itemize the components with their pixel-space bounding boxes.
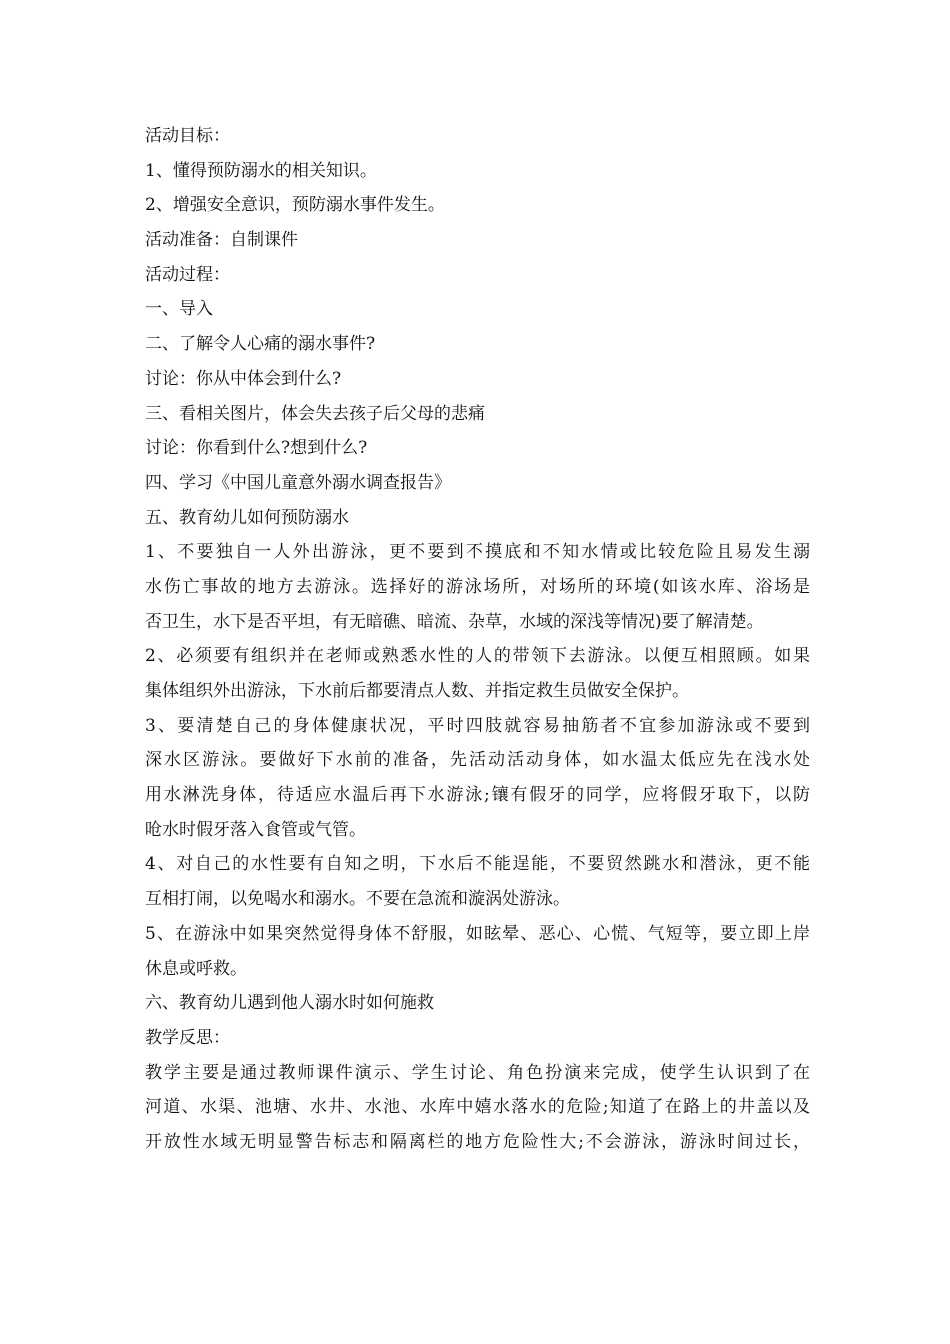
heading-activity-goals: 活动目标： (145, 126, 230, 146)
document-body (145, 119, 810, 1160)
goal-item-2: 2、增强安全意识，预防溺水事件发生。 (145, 195, 445, 216)
prevention-item-5 (145, 917, 810, 986)
discussion-2: 讨论：你看到什么?想到什么? (145, 438, 368, 459)
prevention-item-3 (145, 709, 810, 848)
paragraph-line: 休息或呼救。 (145, 958, 247, 979)
paragraph-line: 河道、水渠、池塘、水井、水池、水库中嬉水落水的危险;知道了在路上的井盖以及 (145, 1097, 810, 1118)
heading-teaching-reflection: 教学反思： (145, 1027, 230, 1048)
paragraph-line: 2、必须要有组织并在老师或熟悉水性的人的带领下去游泳。以便互相照顾。如果 (145, 646, 810, 667)
paragraph-line: 呛水时假牙落入食管或气管。 (145, 819, 366, 840)
step-2: 二、了解令人心痛的溺水事件? (145, 334, 376, 355)
discussion-1: 讨论：你从中体会到什么? (145, 368, 342, 389)
paragraph-line: 开放性水域无明显警告标志和隔离栏的地方危险性大;不会游泳，游泳时间过长， (145, 1131, 810, 1152)
paragraph-line: 深水区游泳。要做好下水前的准备，先活动活动身体，如水温太低应先在浅水处 (145, 750, 810, 771)
paragraph-line: 用水淋洗身体，待适应水温后再下水游泳;镶有假牙的同学，应将假牙取下，以防 (145, 785, 810, 806)
step-4: 四、学习《中国儿童意外溺水调查报告》 (145, 472, 451, 493)
paragraph-line: 3、要清楚自己的身体健康状况，平时四肢就容易抽筋者不宜参加游泳或不要到 (145, 715, 810, 736)
paragraph-line: 1、不要独自一人外出游泳，更不要到不摸底和不知水情或比较危险且易发生溺 (145, 542, 810, 563)
step-6: 六、教育幼儿遇到他人溺水时如何施救 (145, 993, 434, 1014)
heading-activity-process: 活动过程： (145, 264, 230, 285)
paragraph-line: 5、在游泳中如果突然觉得身体不舒服，如眩晕、恶心、心慌、气短等，要立即上岸 (145, 923, 810, 944)
paragraph-line: 互相打闹，以免喝水和溺水。不要在急流和漩涡处游泳。 (145, 889, 570, 910)
paragraph-line: 水伤亡事故的地方去游泳。选择好的游泳场所，对场所的环境(如该水库、浴场是 (145, 576, 810, 597)
paragraph-line: 教学主要是通过教师课件演示、学生讨论、角色扮演来完成，使学生认识到了在 (145, 1062, 810, 1083)
goal-item-1: 1、懂得预防溺水的相关知识。 (145, 160, 377, 181)
paragraph-line: 4、对自己的水性要有自知之明，下水后不能逞能，不要贸然跳水和潜泳，更不能 (145, 854, 810, 875)
step-5: 五、教育幼儿如何预防溺水 (145, 507, 349, 528)
paragraph-line: 否卫生，水下是否平坦，有无暗礁、暗流、杂草，水域的深浅等情况)要了解清楚。 (145, 611, 764, 632)
prevention-item-4 (145, 847, 810, 916)
prevention-item-1 (145, 535, 810, 639)
paragraph-line: 集体组织外出游泳，下水前后都要清点人数、并指定救生员做安全保护。 (145, 681, 689, 701)
step-3: 三、看相关图片，体会失去孩子后父母的悲痛 (145, 403, 485, 424)
activity-preparation: 活动准备：自制课件 (145, 230, 298, 251)
step-1-intro: 一、导入 (145, 299, 213, 320)
prevention-item-2 (145, 639, 810, 708)
reflection-paragraph (145, 1056, 810, 1160)
